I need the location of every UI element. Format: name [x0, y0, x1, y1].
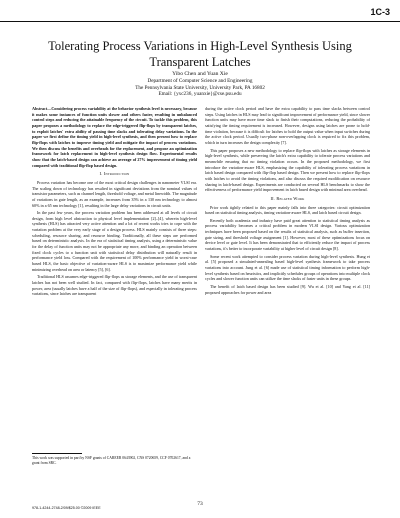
abstract: Abstract—Considering process variability at the behavior synthesis level is necessary, because it makes some instances of function units slower and others faster, resulting in unbalanced control steps and reducing the attainable frequency of the circuit. To tackle this problem, this paper proposes a methodology to replace the edge-triggered flip-flops by transparent latches, to exploit latches' extra ability of passing time slacks and tolerating delay variations. In the paper we first define the timing yield in high-level synthesis, and then present how to replace flip-flops with latches to improve timing yield and mitigate the impact of process variations. We then discuss the benefits and overheads for the replacement, and propose an optimization framework for latch replacement in high-level synthesis design flow. Experimental results show that the latch-based design can achieve an average of 27% improvement of timing yield compared with traditional flip-flop based design.	[32, 106, 197, 168]
footnote-rule	[32, 453, 82, 454]
intro-paragraph: This paper proposes a new methodology to replace flip-flops with latches as storage elements in high-level synthesis, while preserving the latch's extra capability to tolerate process variations and meanwhile ensuring that no timing violation occurs. In the proposed methodology, we first introduce the variation-aware HLS, emphasizing the capability of tolerating process variations in latch based design compared with flip-flop based design. Then we present how to replace flip-flops with latches to avoid the timing violations, and also discuss the required modification on resource sharing in latch-based design. Experiments are conducted on several HLS benchmarks to show the effectiveness of performance yield improvement in latch based design with minimal area overhead.	[205, 147, 370, 193]
session-badge: 1C-3	[370, 7, 390, 17]
intro-paragraph: Process variation has become one of the most critical design challenges in nanometer VLSI era. The scaling down of technology has resulted in significant deviations from the nominal values of transistor parameters, such as channel length, threshold voltage, and metal linewidth. The magnitude of variations in gate length, as an example, increases from 35% in a 130 nm technology to almost 60% in a 65 nm technology [1], resulting in the large delay variations in circuit units.	[32, 179, 197, 208]
author-names: Yibo Chen and Yuan Xie	[172, 71, 228, 77]
header-rule	[0, 21, 400, 22]
copyright-notice: 978-1-4244-2748-2/09/$25.00 ©2009 IEEE	[32, 506, 101, 510]
page-number: 73	[197, 501, 203, 507]
intro-paragraph-continued: during the active clock period and have the extra capability to pass time slacks between control steps. Using latches in HLS may lead to significant improvement of performance yield, since slower function units may have more time slack to finish their computations, reducing the probability of satisfying the timing requirement is increased. However, designs using latches are prone to hold-time violation, because it is difficult for latches to hold the output value when input switches during the active clock period. Usually two-phase non-overlapping clock is required to fix this problem, which in turn increases the design complexity [7].	[205, 106, 370, 145]
related-paragraph: Some recent work attempted to consider process variation during high-level synthesis. Hung et al. [5] proposed a simulated-annealing based high-level synthesis framework to take process variations into account. Jung et al. [6] made use of statistical timing information to perform high-level synthesis based on heuristics, and implicitly schedules groups of operations into multiple clock cycles and slower function units can utilize the time slacks of faster units in these groups.	[205, 253, 370, 282]
funding-footnote: This work was supported in part by NSF grants of CAREER 0643902, CNS 0720659, CCF 0702617, and a grant from SRC.	[32, 456, 191, 465]
right-column	[205, 106, 370, 297]
author-block	[30, 71, 370, 98]
author-email: Email: {yxc236, yuanxie}@cse.psu.edu	[158, 91, 242, 98]
title-line-1: Tolerating Process Variations in High-Level Synthesis Using	[48, 39, 352, 53]
related-paragraph: Prior work tightly related to this paper mainly falls into three categories: circuit optimization based on statistical timing analysis, timing variation-aware HLS, and latch based circuit design.	[205, 204, 370, 216]
related-paragraph: Recently both academia and industry have paid great attention to statistical timing analysis as process variability becomes a critical problem in modern VLSI design. Various optimization techniques have been proposed based on the results of statistical analysis, such as buffer insertion, gate sizing, and threshold voltage assignment [1]. However, most of these optimizations focus on device level or gate level. It has been demonstrated that to efficiently reduce the impact of process variations, it's better to incorporate variability at higher level of circuit design [8].	[205, 217, 370, 252]
left-column	[32, 106, 197, 299]
section-heading-introduction: I. Introduction	[99, 171, 130, 177]
author-department: Department of Computer Science and Engineering	[147, 77, 253, 84]
intro-paragraph: Traditional HLS assumes edge-triggered flip-flops as storage elements, and the use of transparent latches has not been well studied. In fact, compared with flip-flops, latches have many merits in power, area (usually latches have a half of the size of flip-flops), and especially in tolerating process variations, since latches are transparent	[32, 274, 197, 297]
related-paragraph: The benefit of latch based design has been studied [9]. Wu et al. [10] and Yang et al. [11] proposed approaches for power and area	[205, 284, 370, 295]
author-university: The Pennsylvania State University, University Park, PA 16802	[135, 84, 265, 91]
paper-title	[20, 38, 380, 70]
section-heading-related-work: II. Related Work	[270, 195, 305, 201]
title-line-2: Transparent Latches	[149, 55, 251, 69]
intro-paragraph: In the past few years, the process variation problem has been addressed at all levels of circuit design, from high level abstraction to physical level implementation [2]–[4], wherein high-level synthesis (HLS) has attracted very active attention and a lot of recent works tries to cope with the variation problem at the very early stage of a design process. HLS mainly consists of three steps: scheduling, resource sharing, and resource binding. Traditionally, all these steps are performed based on deterministic analysis. In the era of statistical timing analysis, using a deterministic value for the delay of function units may not be appropriate any more, and binding an operation between fixed clock cycles to a function unit with statistical delay distribution will naturally result in performance yield loss. Compared with the requirement of 100% performance yield in worst-case based HLS, the basic objective of variation-aware HLS is to maximize performance yield while minimizing overhead on area or latency [5], [6].	[32, 210, 197, 272]
